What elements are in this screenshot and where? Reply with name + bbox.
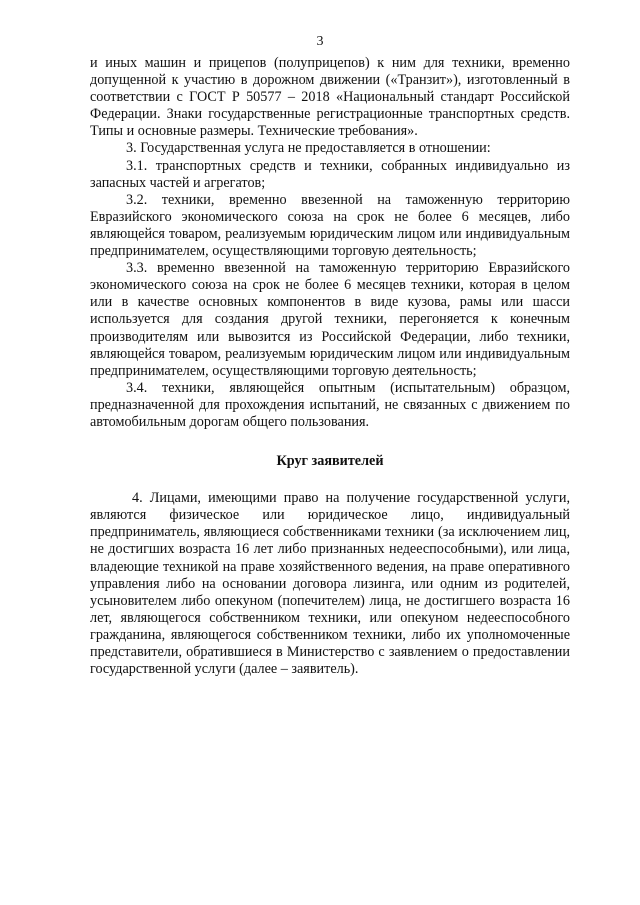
page-number: 3 <box>316 34 324 49</box>
paragraph-3: 3. Государственная услуга не предоставляется в отношении: <box>126 140 491 157</box>
document-body <box>90 55 570 678</box>
paragraph-3-1: 3.1. транспортных средств и техники, собранных индивидуально из запасных частей и агрегатов; <box>90 157 570 191</box>
paragraph-3-3: 3.3. временно ввезенной на таможенную территорию Евразийского экономического союза на срок не более 6 месяцев техники, которая в целом или в качестве основных компонентов в виде кузова, рамы или шасси используется для создания другой техники, перегоняется к конечным производителям или вывозится из Российской Федерации, либо техники, являющейся товаром, реализуемым юридическим лицом или индивидуальным предпринимателем, осуществляющими торговую деятельность; <box>90 260 570 379</box>
paragraph-3-4: 3.4. техники, являющейся опытным (испытательным) образцом, предназначенной для прохождения испытаний, не связанных с движением по автомобильным дорогам общего пользования. <box>90 379 570 430</box>
paragraph-3-2: 3.2. техники, временно ввезенной на таможенную территорию Евразийского экономического союза на срок не более 6 месяцев, либо являющейся товаром, реализуемым юридическим лицом или индивидуальным предпринимателем, осуществляющими торговую деятельность; <box>90 191 570 260</box>
section-heading: Круг заявителей <box>276 453 384 470</box>
paragraph-4: 4. Лицами, имеющими право на получение государственной услуги, являются физическое или юридическое лицо, индивидуальный предприниматель, являющиеся собственниками техники (за исключением лиц, не достигших возраста 16 лет либо признанных недееспособными), или лица, владеющие техникой на праве хозяйственного ведения, на праве оперативного управления либо на основании договора лизинга, или одним из родителей, усыновителем либо опекуном (попечителем) лица, не достигшего возраста 16 лет, являющегося собственником техники, или опекуном недееспособного гражданина, являющегося собственником техники, либо их уполномоченные представители, обратившиеся в Министерство с заявлением о предоставлении государственной услуги (далее – заявитель). <box>90 490 570 678</box>
paragraph-continuation: и иных машин и прицепов (полуприцепов) к ним для техники, временно допущенной к участию в дорожном движении («Транзит»), изготовленный в соответствии с ГОСТ Р 50577 – 2018 «Национальный стандарт Российской Федерации. Знаки государственные регистрационные транспортных средств. Типы и основные размеры. Технические требования». <box>90 55 570 140</box>
